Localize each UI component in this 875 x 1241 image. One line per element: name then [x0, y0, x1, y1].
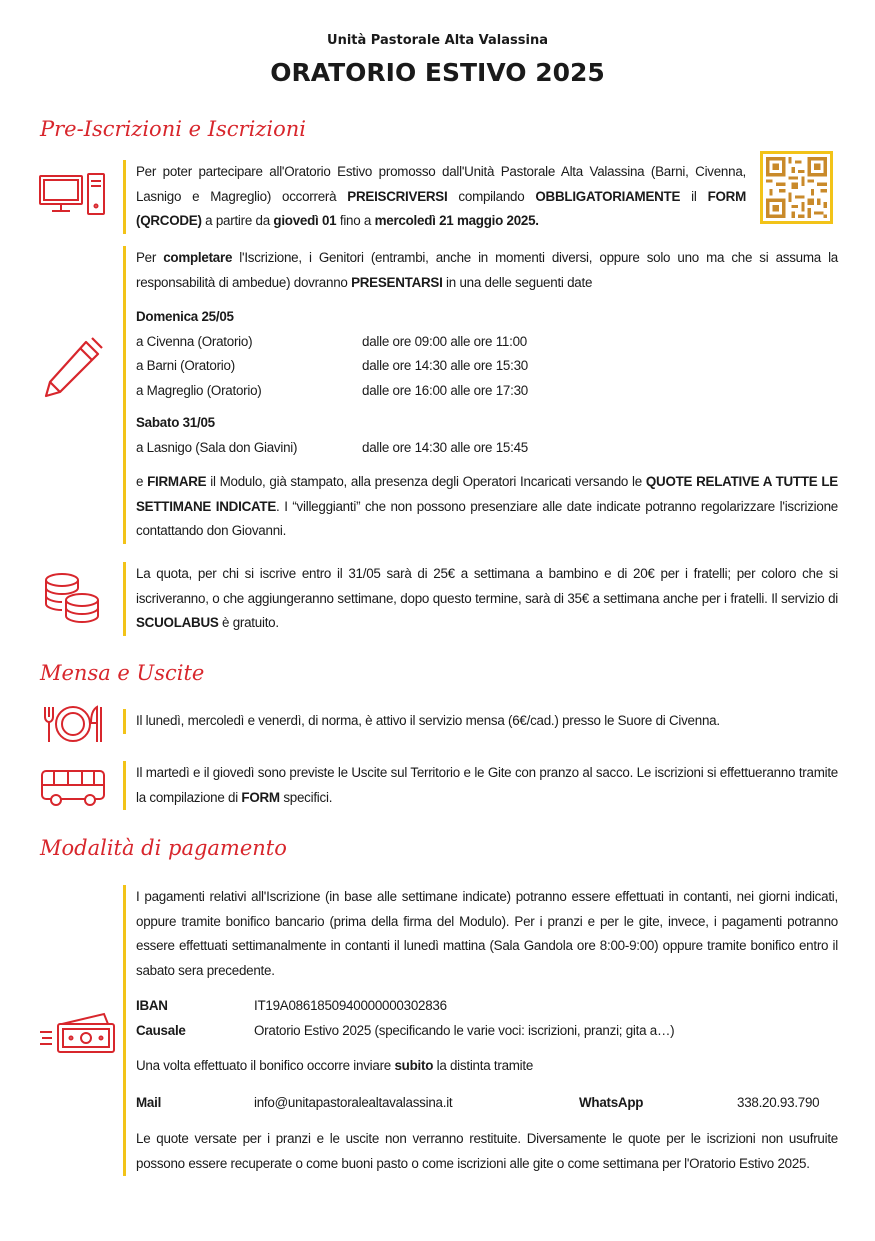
text-bold: FIRMARE: [147, 474, 207, 489]
completamento-text: [136, 246, 838, 295]
text: il Modulo, già stampato, alla presenza degli Operatori Incaricati versando le: [206, 474, 646, 489]
pen-icon: [40, 336, 104, 400]
text-bold: SCUOLABUS: [136, 615, 219, 630]
schedule-time: dalle ore 14:30 alle ore 15:30: [362, 358, 528, 373]
whatsapp-label: WhatsApp: [579, 1094, 644, 1110]
schedule-row: [136, 379, 838, 404]
day-2-label: Sabato 31/05: [136, 415, 215, 430]
text: specifici.: [279, 789, 333, 805]
section-heading-pagamento: Modalità di pagamento: [40, 836, 287, 860]
text: Il martedì e il giovedì sono previste le Uscite sul Territorio e le Gite con pranzo al sacco. Le iscrizioni si effettueranno tramite la compilazione di: [136, 765, 838, 805]
schedule-time: dalle ore 09:00 alle ore 11:00: [362, 333, 527, 349]
uscite-text: [136, 761, 838, 810]
bus-icon: [40, 768, 108, 808]
mail-label: Mail: [136, 1094, 162, 1110]
preiscrizione-block: [123, 160, 746, 234]
text-bold: PREISCRIVERSI: [347, 188, 448, 204]
text: Una volta effettuato il bonifico occorre inviare: [136, 1058, 395, 1073]
text: . I “villeggianti” che non possono presenziare alle date indicate potranno regolarizzare l'iscrizione contattando don Giovanni.: [136, 498, 839, 538]
schedule-place: a Barni (Oratorio): [136, 358, 235, 373]
mail-link[interactable]: info@unitapastoralealtavalassina.it: [254, 1094, 453, 1110]
text-bold: completare: [163, 250, 233, 265]
day-1-label: Domenica 25/05: [136, 309, 234, 324]
text: La quota, per chi si iscrive entro il 31/05 sarà di 25€ a settimana a bambino e di 20€ per i fratelli; per coloro che si iscriveranno, o che aggiungeranno settimane, dopo questo termine, sarà di 35€ a settimana anche per i fratelli. Il servizio di: [136, 566, 838, 606]
schedule-place: a Civenna (Oratorio): [136, 333, 253, 349]
distinta-text: [136, 1054, 838, 1079]
text-bold: QUOTE RELATIVE A TUTTE LE SETTIMANE INDICATE: [136, 474, 838, 514]
firma-text: [136, 470, 838, 544]
text-bold: PRESENTARSI: [351, 274, 443, 290]
quota-text: [136, 562, 838, 636]
plate-cutlery-icon: [40, 704, 106, 744]
schedule-place: a Lasnigo (Sala don Giavini): [136, 439, 298, 455]
mensa-block: [123, 709, 838, 734]
coins-icon: [40, 570, 110, 628]
iban-label: IBAN: [136, 998, 168, 1013]
schedule-row: [136, 330, 838, 355]
text-bold: subito: [394, 1058, 434, 1073]
mensa-text: Il lunedì, mercoledì e venerdì, di norma, è attivo il servizio mensa (6€/cad.) presso le Suore di Civenna.: [136, 713, 720, 728]
text-bold: giovedì 01: [273, 213, 337, 228]
text: la distinta tramite: [433, 1058, 534, 1073]
text: a partire da: [201, 213, 274, 228]
preiscrizione-text: [136, 160, 746, 234]
day-heading: [136, 411, 838, 436]
whatsapp-number[interactable]: 338.20.93.790: [737, 1094, 820, 1110]
banknote-icon: [38, 1010, 118, 1056]
schedule-time: dalle ore 14:30 alle ore 15:45: [362, 439, 528, 455]
text: Per poter partecipare all'Oratorio Estivo promosso dall'Unità Pastorale Alta Valassina (Barni, Civenna, Lasnigo e Magreglio) occorrerà: [136, 164, 746, 204]
text: Per: [136, 250, 164, 265]
computer-icon: [38, 172, 108, 216]
text-bold: OBBLIGATORIAMENTE: [535, 188, 681, 204]
quota-block: [123, 562, 838, 636]
pagamento-block: [123, 885, 838, 1176]
causale-value: Oratorio Estivo 2025 (specificando le varie voci: iscrizioni, pranzi; gita a…): [254, 1022, 675, 1038]
schedule-row: [136, 354, 838, 379]
section-heading-mensa: Mensa e Uscite: [40, 661, 205, 685]
uscite-block: [123, 761, 838, 810]
text: è gratuito.: [218, 615, 279, 630]
page-title: ORATORIO ESTIVO 2025: [270, 58, 605, 87]
iban-row: [136, 994, 838, 1019]
causale-row: [136, 1019, 838, 1044]
pagamento-text: I pagamenti relativi all'Iscrizione (in base alle settimane indicate) potranno essere effettuati in contanti, nei giorni indicati, oppure tramite bonifico bancario (prima della firma del Modulo). Per i pranzi e per le gite, invece, i pagamenti potranno essere effettuati settimanalmente in contanti il lunedì mattina (Sala Gandola ore 8:00-9:00) oppure tramite bonifico entro il sabato sera precedente.: [136, 889, 838, 978]
text: l'Iscrizione, i Genitori (entrambi, anche in momenti diversi, oppure solo uno ma che si assuma la responsabilità di ambedue) dovranno: [136, 250, 838, 290]
schedule-row: [136, 436, 838, 461]
schedule-time: dalle ore 16:00 alle ore 17:30: [362, 382, 528, 398]
org-name: Unità Pastorale Alta Valassina: [327, 33, 548, 48]
text-bold: FORM: [241, 789, 280, 805]
text: il: [680, 188, 708, 204]
iban-value[interactable]: IT19A0861850940000000302836: [254, 998, 447, 1013]
contact-row: [136, 1091, 838, 1116]
text: compilando: [447, 188, 536, 204]
causale-label: Causale: [136, 1022, 186, 1038]
text: fino a: [336, 213, 375, 228]
day-heading: [136, 305, 838, 330]
text: in una delle seguenti date: [442, 274, 593, 290]
rimborso-text: Le quote versate per i pranzi e le uscite non verranno restituite. Diversamente le quote per le iscrizioni non usufruite possono essere recuperate o come buoni pasto o come iscrizioni alle gite o come settimana per l'Oratorio Estivo 2025.: [136, 1131, 838, 1171]
qr-code[interactable]: [760, 151, 833, 224]
text: e: [136, 474, 148, 489]
completamento-block: [123, 246, 838, 544]
text-bold: FORM (QRCODE): [136, 188, 746, 228]
section-heading-preiscrizioni: Pre-Iscrizioni e Iscrizioni: [40, 117, 306, 141]
text-bold: mercoledì 21 maggio 2025.: [374, 213, 539, 228]
schedule-place: a Magreglio (Oratorio): [136, 382, 262, 398]
